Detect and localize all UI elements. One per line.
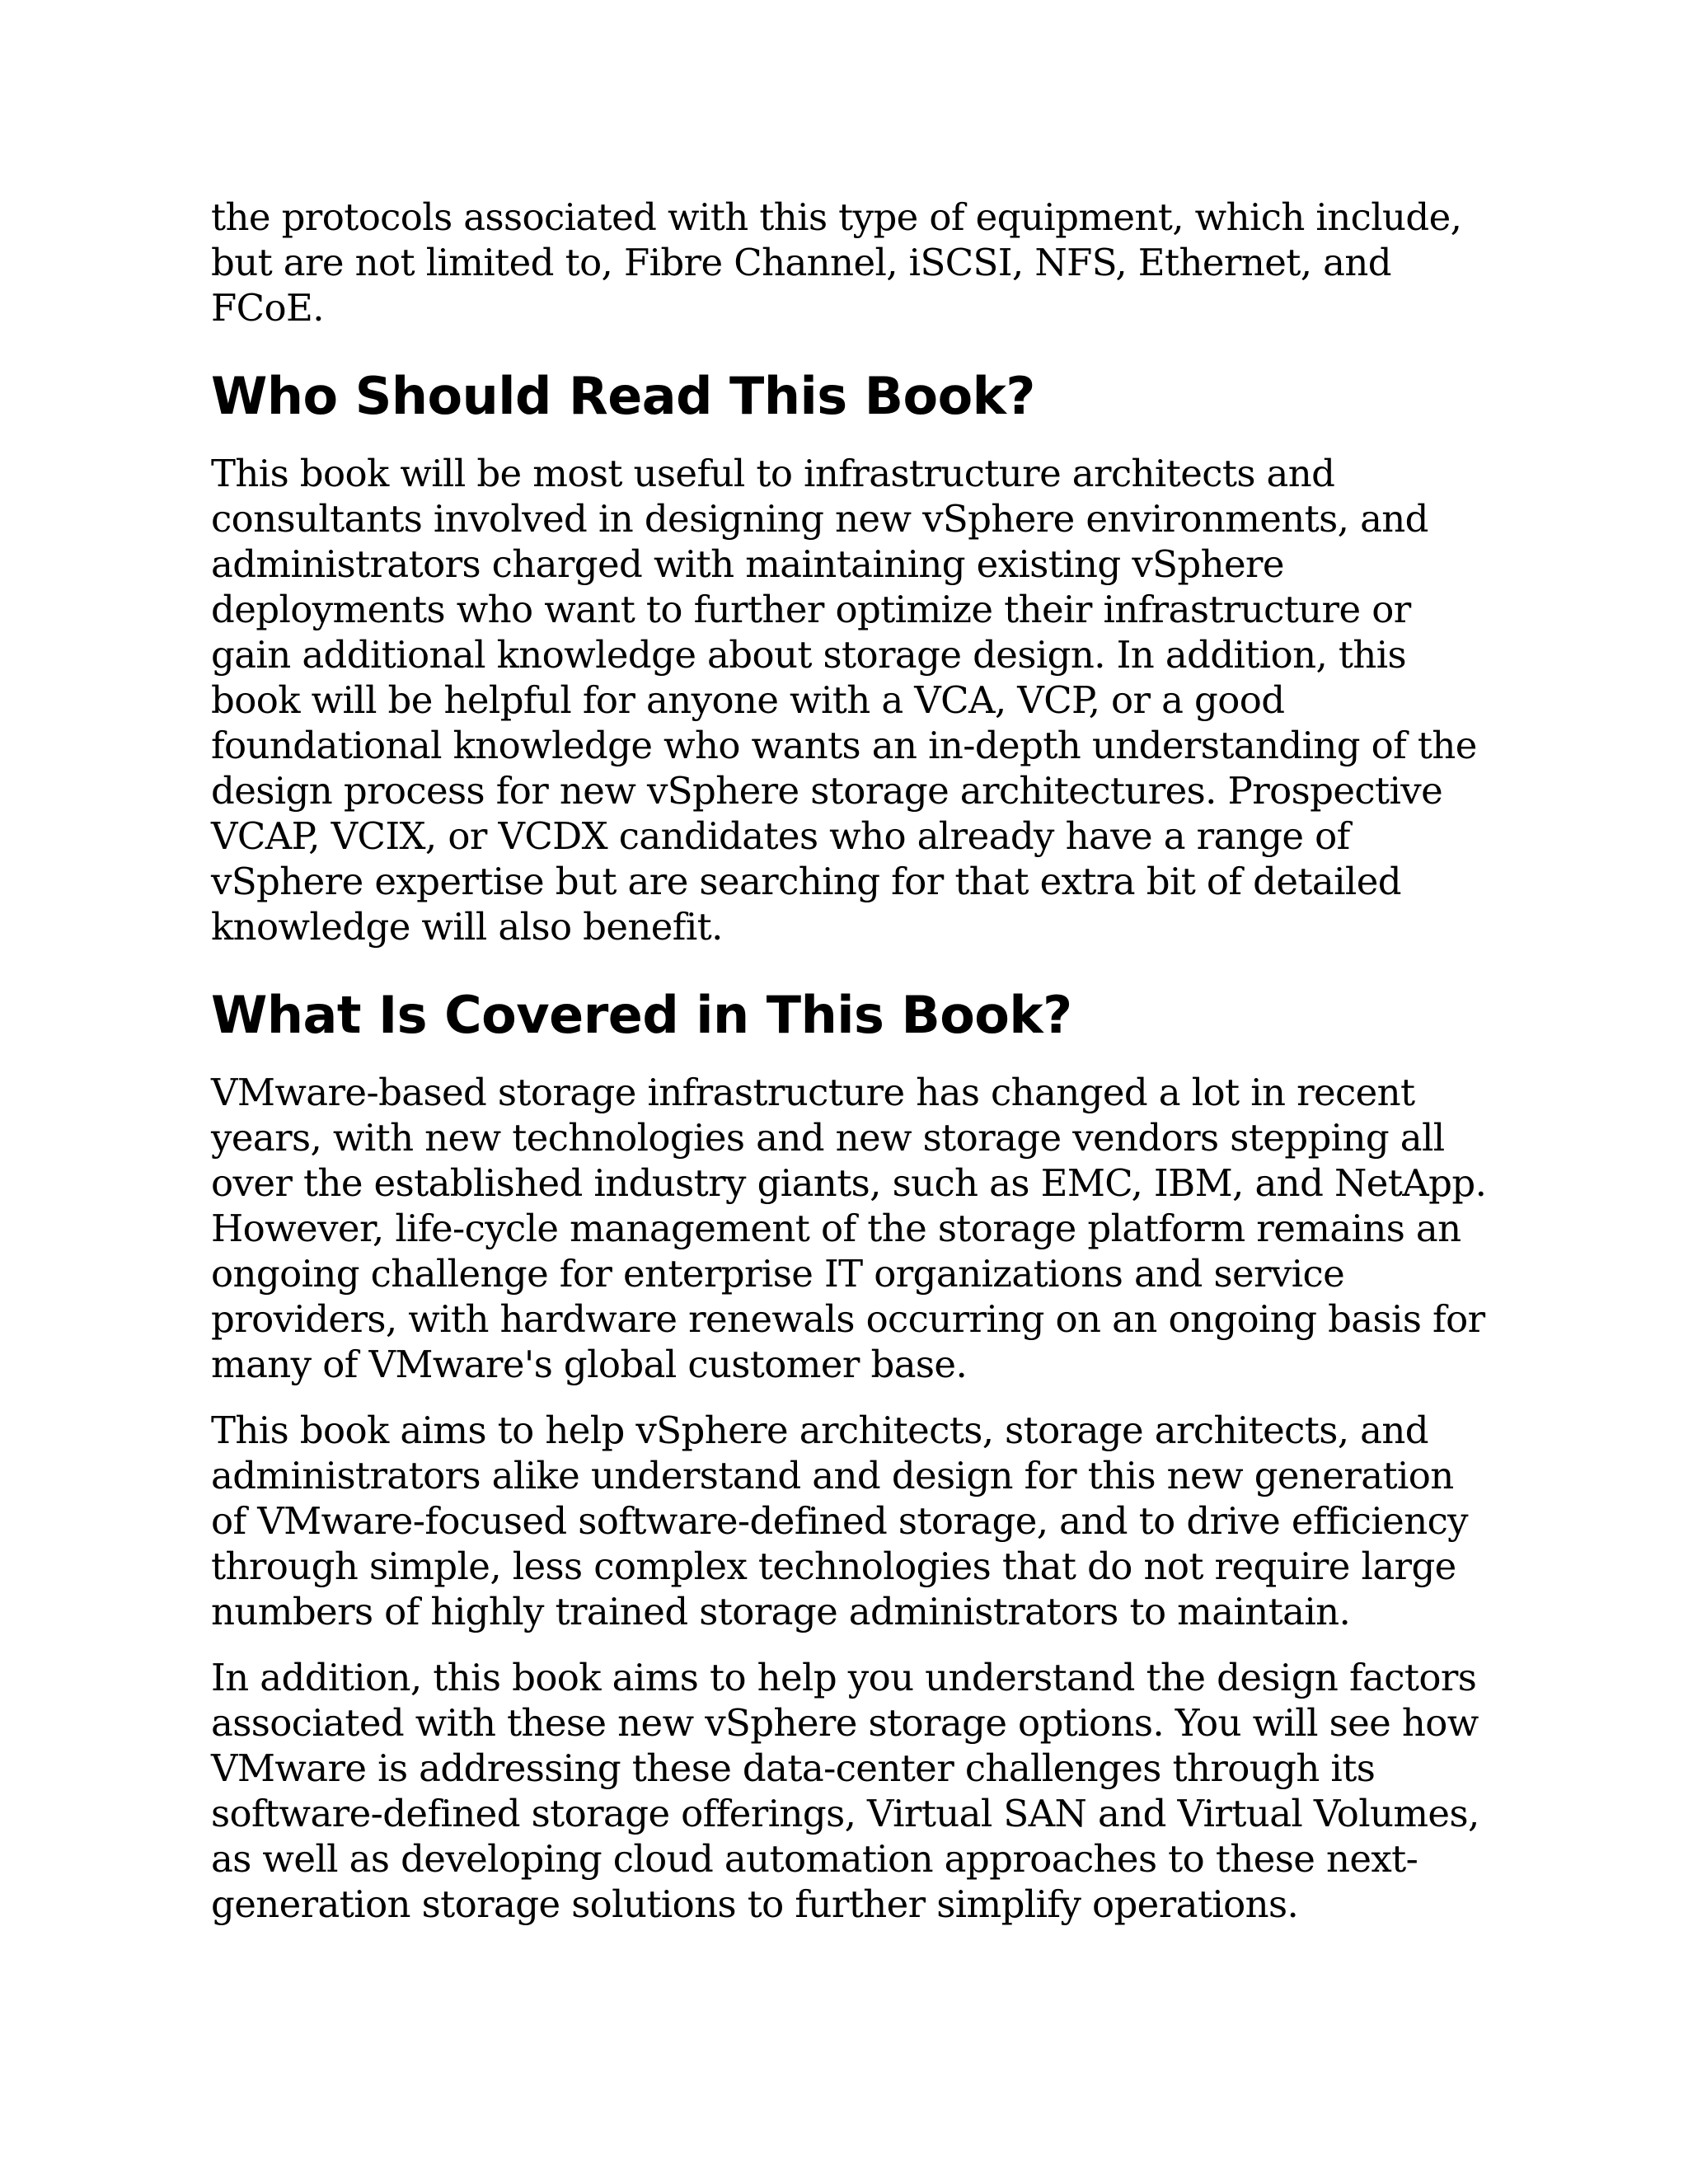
section-heading-who-should-read: Who Should Read This Book? (211, 366, 1035, 426)
text-line: generation storage solutions to further simplify operations. (211, 1882, 1299, 1926)
text-line: deployments who want to further optimize their infrastructure or (211, 588, 1411, 631)
text-line: knowledge will also benefit. (211, 905, 723, 949)
text-line: consultants involved in designing new vSphere environments, and (211, 497, 1428, 541)
text-line: through simple, less complex technologies that do not require large (211, 1544, 1456, 1588)
text-line: design process for new vSphere storage architectures. Prospective (211, 769, 1443, 813)
text-line: as well as developing cloud automation approaches to these next- (211, 1837, 1418, 1881)
text-line: VMware is addressing these data-center challenges through its (211, 1746, 1376, 1790)
text-line: over the established industry giants, such as EMC, IBM, and NetApp. (211, 1161, 1487, 1205)
what-is-covered-paragraph-3 (211, 1655, 1497, 1927)
text-line: but are not limited to, Fibre Channel, iSCSI, NFS, Ethernet, and (211, 241, 1391, 284)
text-line: administrators alike understand and design for this new generation (211, 1454, 1454, 1497)
text-line: This book will be most useful to infrastructure architects and (211, 452, 1335, 495)
who-should-read-paragraph (211, 451, 1497, 949)
text-line: VCAP, VCIX, or VCDX candidates who already have a range of (211, 814, 1350, 858)
what-is-covered-paragraph-2 (211, 1408, 1497, 1634)
text-line: numbers of highly trained storage administrators to maintain. (211, 1590, 1351, 1633)
intro-paragraph (211, 194, 1497, 330)
text-line: gain additional knowledge about storage design. In addition, this (211, 633, 1407, 677)
text-line: However, life-cycle management of the storage platform remains an (211, 1207, 1461, 1250)
text-line: of VMware-focused software-defined storage, and to drive efficiency (211, 1499, 1469, 1543)
text-line: In addition, this book aims to help you understand the design factors (211, 1656, 1477, 1699)
text-line: foundational knowledge who wants an in-depth understanding of the (211, 724, 1477, 767)
text-line: providers, with hardware renewals occurring on an ongoing basis for (211, 1297, 1485, 1341)
section-heading-what-is-covered: What Is Covered in This Book? (211, 985, 1072, 1045)
text-line: the protocols associated with this type of equipment, which include, (211, 195, 1462, 239)
text-line: vSphere expertise but are searching for that extra bit of detailed (211, 860, 1401, 903)
text-line: years, with new technologies and new storage vendors stepping all (211, 1116, 1445, 1160)
text-line: software-defined storage offerings, Virtual SAN and Virtual Volumes, (211, 1792, 1479, 1835)
page-content (211, 194, 1497, 1927)
text-line: associated with these new vSphere storage options. You will see how (211, 1701, 1479, 1745)
what-is-covered-paragraph-1 (211, 1070, 1497, 1387)
text-line: book will be helpful for anyone with a VCA, VCP, or a good (211, 678, 1285, 722)
text-line: VMware-based storage infrastructure has changed a lot in recent (211, 1071, 1415, 1114)
text-line: ongoing challenge for enterprise IT organizations and service (211, 1252, 1345, 1296)
text-line: This book aims to help vSphere architects, storage architects, and (211, 1408, 1428, 1452)
text-line: administrators charged with maintaining existing vSphere (211, 542, 1284, 586)
text-line: many of VMware's global customer base. (211, 1343, 968, 1386)
text-line: FCoE. (211, 286, 324, 330)
